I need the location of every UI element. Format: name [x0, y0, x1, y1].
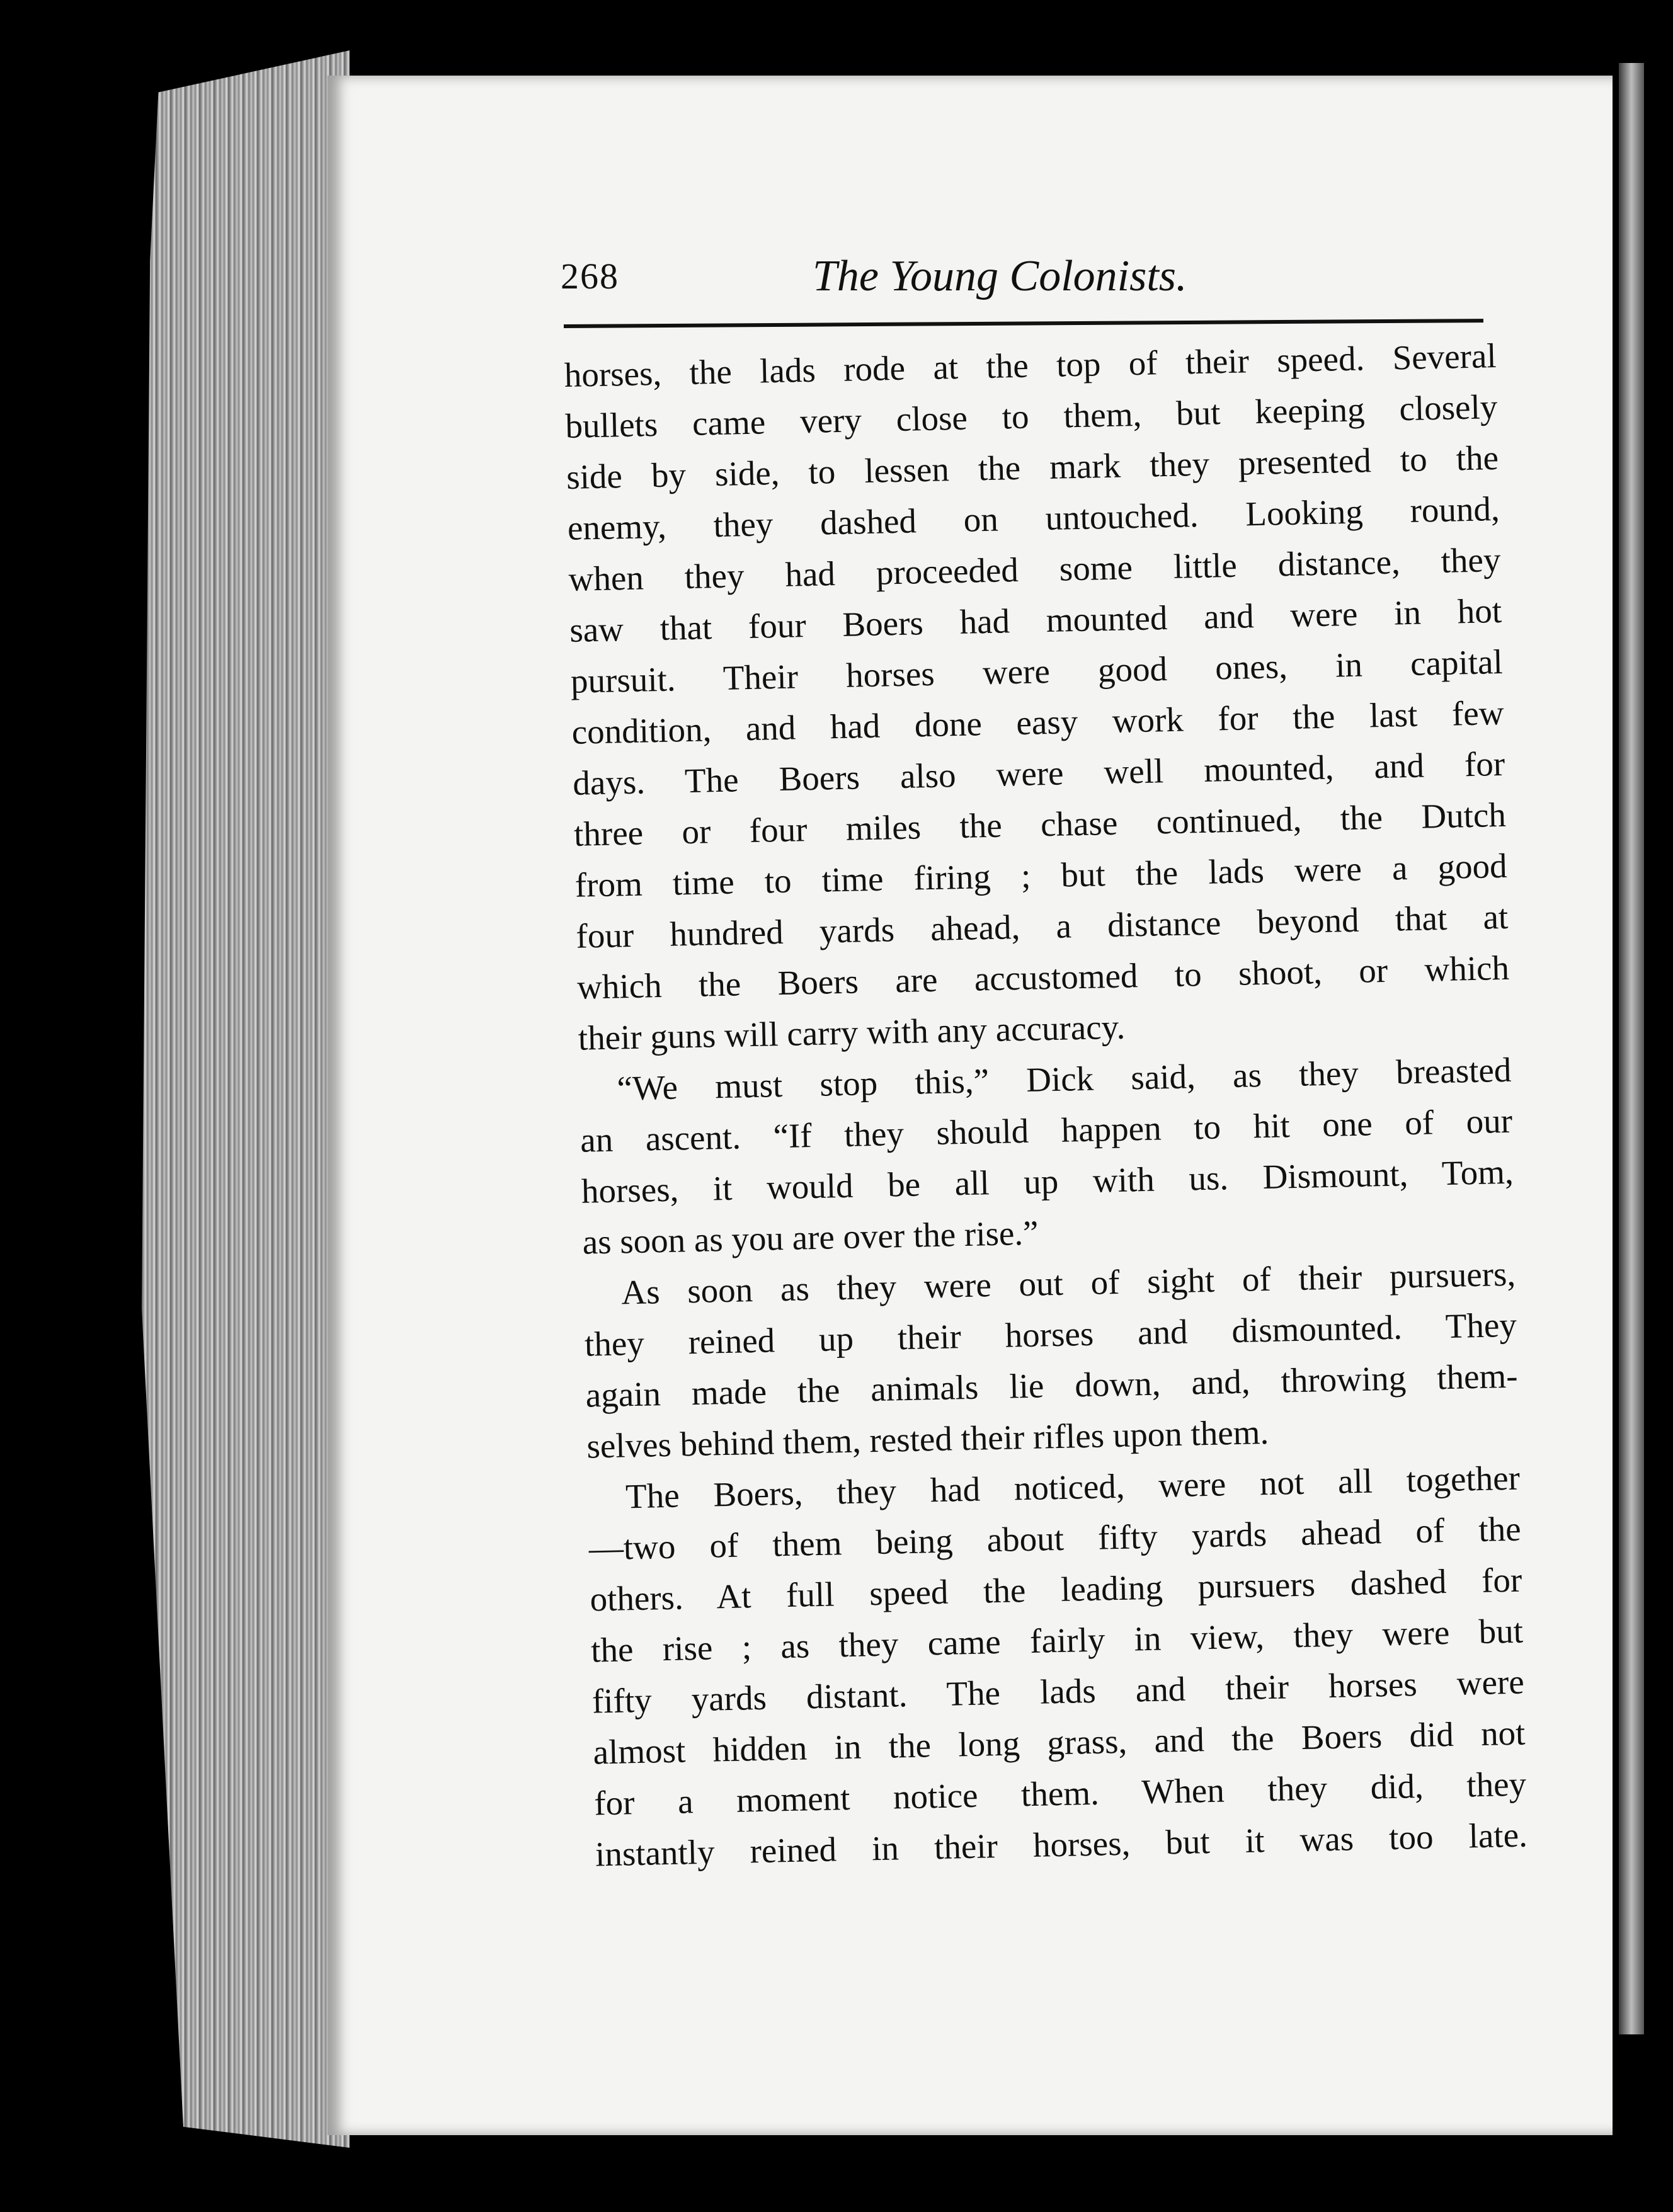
facing-page-edge	[1619, 63, 1644, 2034]
book-title: The Young Colonists.	[813, 252, 1187, 300]
text-line: side by side, to lessen the mark they presented to the	[566, 438, 1499, 496]
text-line: as soon as you are over the rise.”	[582, 1213, 1039, 1262]
text-line: they reined up their horses and dismounted. They	[584, 1305, 1517, 1364]
text-line: for a moment notice them. When they did, they	[593, 1764, 1527, 1823]
text-line: four hundred yards ahead, a distance beyond that at	[575, 897, 1509, 955]
text-line: horses, the lads rode at the top of their speed. Several	[564, 336, 1497, 394]
text-line: condition, and had done easy work for the last few	[571, 693, 1505, 751]
text-line: again made the animals lie down, and, throwing them-	[585, 1356, 1519, 1415]
text-line: an ascent. “If they should happen to hit one of our	[580, 1101, 1513, 1160]
text-line: the rise ; as they came fairly in view, they were but	[590, 1611, 1524, 1670]
text-line: As soon as they were out of sight of their pursuers,	[620, 1254, 1516, 1312]
page-number: 268	[561, 256, 619, 297]
paragraph-1	[564, 330, 1510, 1064]
text-line: horses, it would be all up with us. Dismount, Tom,	[581, 1152, 1514, 1211]
text-line: when they had proceeded some little distance, they	[568, 540, 1501, 598]
text-line: enemy, they dashed on untouched. Looking round,	[567, 489, 1500, 547]
paragraph-2	[579, 1044, 1515, 1268]
paragraph-4	[587, 1452, 1527, 1880]
text-line: almost hidden in the long grass, and the Boers did not	[593, 1713, 1526, 1772]
text-line: “We must stop this,” Dick said, as they breasted	[616, 1050, 1512, 1108]
paragraph-3	[583, 1248, 1519, 1472]
text-line: fifty yards distant. The lads and their horses were	[591, 1662, 1525, 1721]
text-line: which the Boers are accustomed to shoot, or which	[576, 948, 1510, 1006]
running-head	[561, 242, 1480, 312]
text-line: from time to time firing ; but the lads were a good	[574, 846, 1508, 904]
text-line: others. At full speed the leading pursuers dashed for	[589, 1560, 1522, 1619]
text-line: saw that four Boers had mounted and were in hot	[569, 591, 1502, 649]
text-line: pursuit. Their horses were good ones, in capital	[570, 642, 1504, 700]
text-line: —two of them being about fifty yards ahead of the	[588, 1509, 1522, 1568]
body-text	[564, 330, 1528, 1879]
text-line: The Boers, they had noticed, were not all together	[625, 1458, 1521, 1516]
text-line: bullets came very close to them, but keeping closely	[564, 387, 1498, 445]
text-line: three or four miles the chase continued, the Dutch	[573, 795, 1507, 853]
text-line: selves behind them, rested their rifles upon them.	[586, 1412, 1269, 1466]
text-line: their guns will carry with any accuracy.	[578, 1007, 1126, 1058]
text-line: instantly reined in their horses, but it was too late.	[595, 1815, 1528, 1874]
page-edges-stack	[142, 50, 350, 2148]
text-line: days. The Boers also were well mounted, and for	[572, 744, 1505, 802]
